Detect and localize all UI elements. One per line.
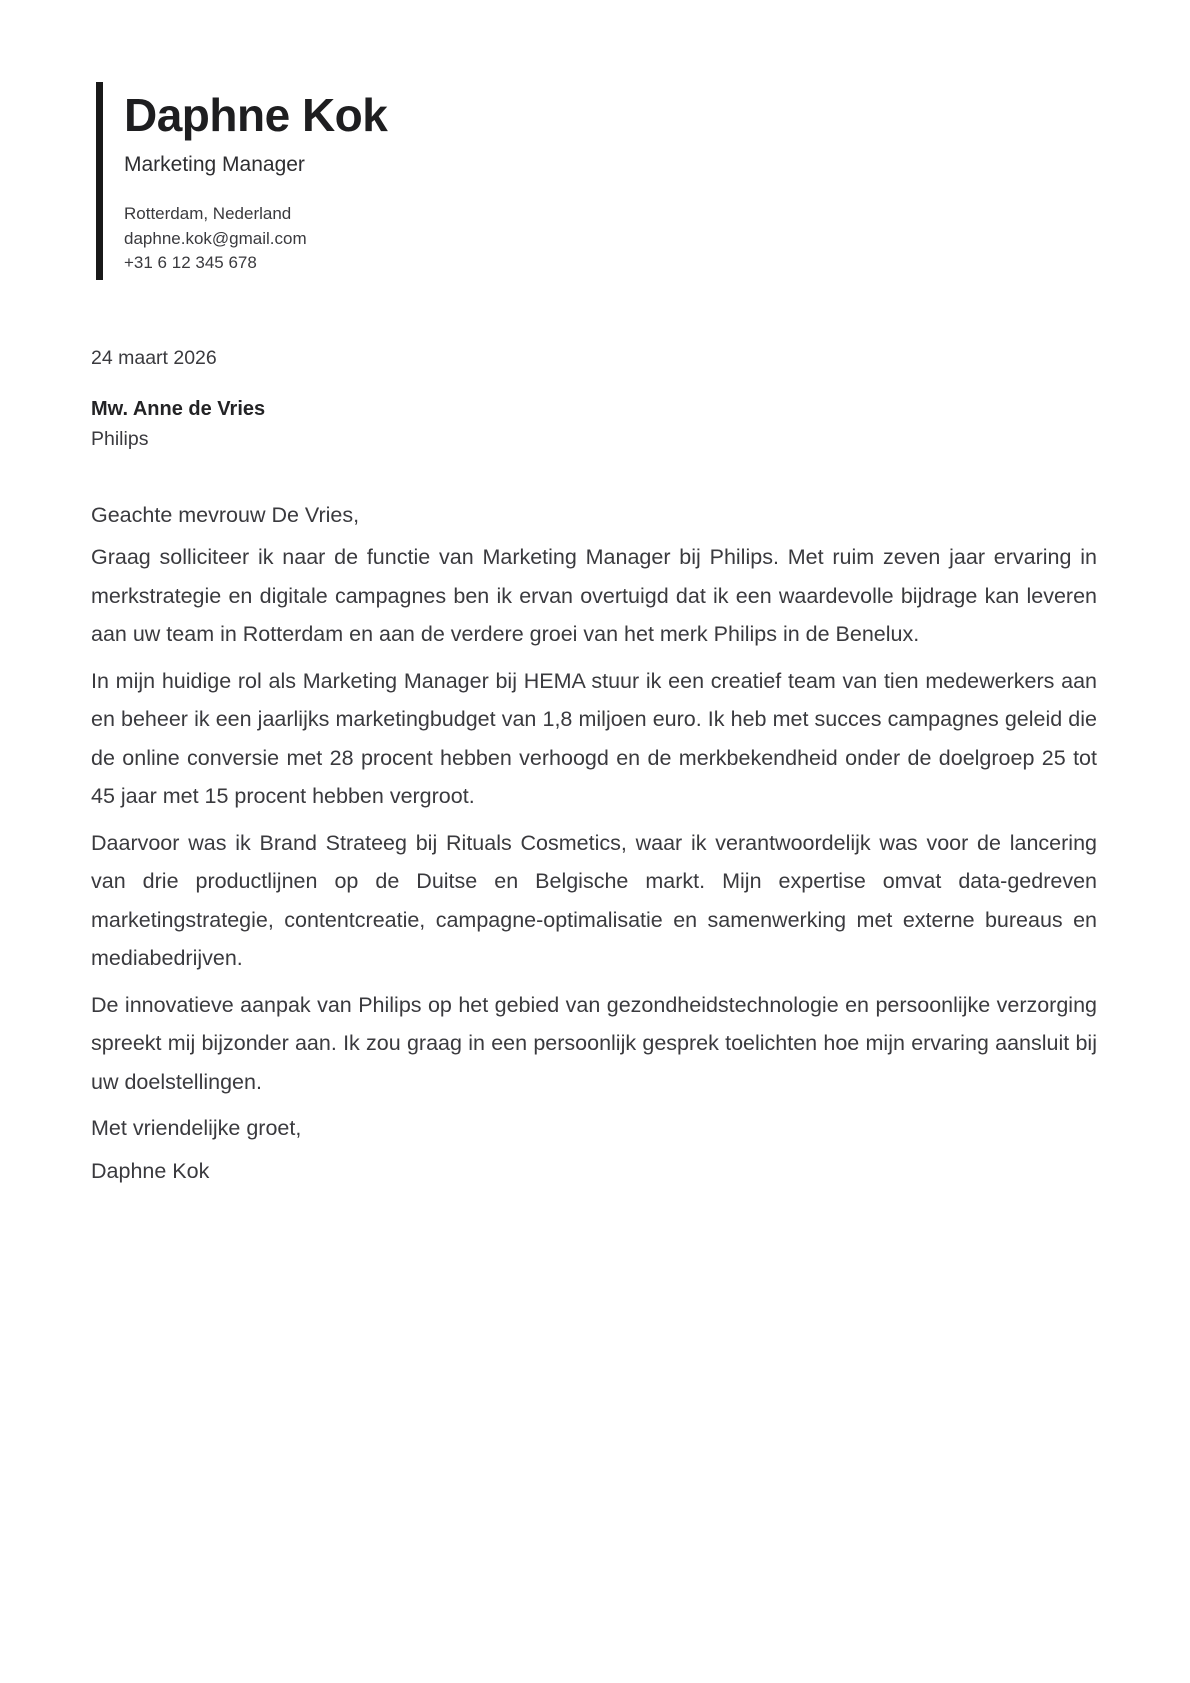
contact-block (124, 202, 1097, 276)
salutation: Geachte mevrouw De Vries, (91, 502, 360, 527)
paragraph-1: Graag solliciteer ik naar de functie van Marketing Manager bij Philips. Met ruim zeven jaar ervaring in merkstrategie en digitale campagnes ben ik ervan overtuigd dat ik een waardevolle bijdrage kan leveren aan uw team in Rotterdam en aan de verdere groei van het merk Philips in de Benelux. (91, 545, 1097, 646)
contact-email: daphne.kok@gmail.com (124, 228, 307, 248)
recipient-name: Mw. Anne de Vries (91, 397, 266, 420)
contact-location: Rotterdam, Nederland (124, 204, 292, 223)
paragraph-4: De innovatieve aanpak van Philips op het gebied van gezondheidstechnologie en persoonlijke verzorging spreekt mij bijzonder aan. Ik zou graag in een persoonlijk gesprek toelichten hoe mijn ervaring aansluit bij uw doelstellingen. (91, 992, 1097, 1094)
paragraph-3: Daarvoor was ik Brand Strateeg bij Rituals Cosmetics, waar ik verantwoordelijk was voor de lancering van drie productlijnen op de Duitse en Belgische markt. Mijn expertise omvat data-gedreven marketingstrategie, contentcreatie, campagne-optimalisatie en samenwerking met externe bureaus en mediabedrijven. (91, 830, 1097, 970)
letter-header (96, 82, 1097, 280)
recipient-company: Philips (91, 427, 149, 450)
letter-body (91, 345, 1097, 1191)
paragraph-2: In mijn huidige rol als Marketing Manager bij HEMA stuur ik een creatief team van tien medewerkers aan en beheer ik een jaarlijks marketingbudget van 1,8 miljoen euro. Ik heb met succes campagnes geleid die de online conversie met 28 procent hebben verhoogd en de merkbekendheid onder de doelgroep 25 tot 45 jaar met 15 procent hebben vergroot. (91, 668, 1097, 808)
recipient-block (91, 393, 1097, 453)
sender-name: Daphne Kok (124, 89, 388, 141)
letter-date: 24 maart 2026 (91, 346, 217, 369)
sender-title: Marketing Manager (124, 153, 305, 176)
closing: Met vriendelijke groet, (91, 1116, 302, 1140)
signature-name: Daphne Kok (91, 1158, 210, 1183)
contact-phone: +31 6 12 345 678 (124, 253, 257, 272)
